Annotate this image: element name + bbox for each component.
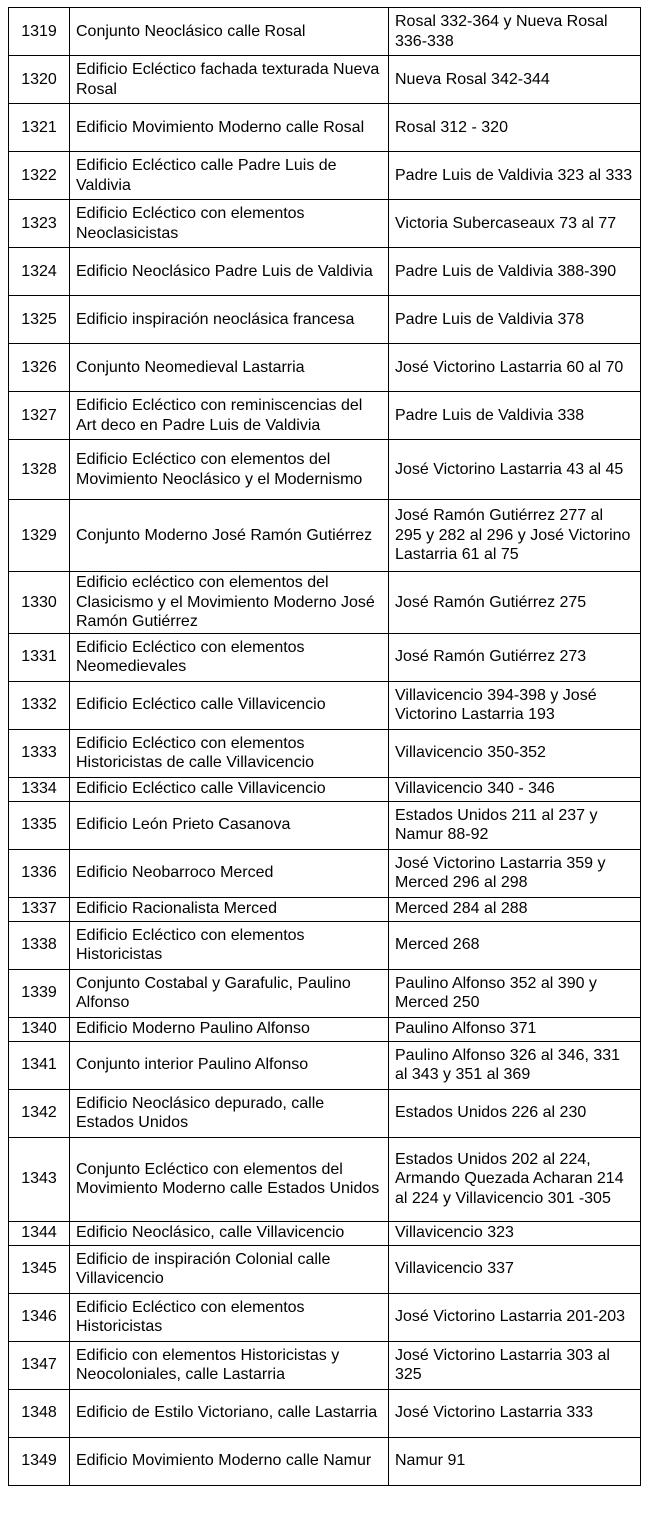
address-cell: Namur 91 (389, 1437, 641, 1485)
record-number-cell: 1335 (9, 801, 70, 849)
table-row (9, 921, 641, 969)
record-number-cell: 1339 (9, 969, 70, 1017)
building-name-cell: Edificio Ecléctico con reminiscencias del Art deco en Padre Luis de Valdivia (70, 392, 389, 440)
table-body (9, 8, 641, 1486)
record-number-cell: 1327 (9, 392, 70, 440)
address-cell: Paulino Alfonso 352 al 390 y Merced 250 (389, 969, 641, 1017)
address-cell: José Victorino Lastarria 333 (389, 1389, 641, 1437)
address-cell: Merced 284 al 288 (389, 897, 641, 921)
record-number-cell: 1323 (9, 200, 70, 248)
record-number-cell: 1346 (9, 1293, 70, 1341)
table-row (9, 200, 641, 248)
record-number-cell: 1322 (9, 152, 70, 200)
record-number-cell: 1324 (9, 248, 70, 296)
building-name-cell: Edificio de inspiración Colonial calle Villavicencio (70, 1245, 389, 1293)
table-row (9, 152, 641, 200)
building-name-cell: Edificio Ecléctico calle Villavicencio (70, 777, 389, 801)
building-name-cell: Edificio Neoclásico Padre Luis de Valdivia (70, 248, 389, 296)
table-row (9, 633, 641, 681)
table-row (9, 1341, 641, 1389)
address-cell: Rosal 332-364 y Nueva Rosal 336-338 (389, 8, 641, 56)
address-cell: José Victorino Lastarria 43 al 45 (389, 440, 641, 500)
table-row (9, 969, 641, 1017)
building-name-cell: Edificio Ecléctico con elementos del Movimiento Neoclásico y el Modernismo (70, 440, 389, 500)
address-cell: José Victorino Lastarria 201-203 (389, 1293, 641, 1341)
record-number-cell: 1344 (9, 1221, 70, 1245)
building-name-cell: Conjunto Neoclásico calle Rosal (70, 8, 389, 56)
address-cell: Padre Luis de Valdivia 338 (389, 392, 641, 440)
building-name-cell: Edificio Racionalista Merced (70, 897, 389, 921)
address-cell: Nueva Rosal 342-344 (389, 56, 641, 104)
record-number-cell: 1347 (9, 1341, 70, 1389)
address-cell: Paulino Alfonso 326 al 346, 331 al 343 y 351 al 369 (389, 1041, 641, 1089)
table-row (9, 1041, 641, 1089)
building-name-cell: Edificio León Prieto Casanova (70, 801, 389, 849)
address-cell: José Ramón Gutiérrez 273 (389, 633, 641, 681)
building-name-cell: Edificio Ecléctico con elementos Historicistas (70, 921, 389, 969)
address-cell: José Ramón Gutiérrez 277 al 295 y 282 al 296 y José Victorino Lastarria 61 al 75 (389, 500, 641, 572)
address-cell: Padre Luis de Valdivia 323 al 333 (389, 152, 641, 200)
table-row (9, 681, 641, 729)
building-name-cell: Edificio Moderno Paulino Alfonso (70, 1017, 389, 1041)
record-number-cell: 1319 (9, 8, 70, 56)
heritage-table (8, 7, 641, 1486)
table-row (9, 344, 641, 392)
address-cell: Villavicencio 323 (389, 1221, 641, 1245)
record-number-cell: 1321 (9, 104, 70, 152)
address-cell: José Victorino Lastarria 303 al 325 (389, 1341, 641, 1389)
record-number-cell: 1328 (9, 440, 70, 500)
record-number-cell: 1331 (9, 633, 70, 681)
building-name-cell: Conjunto Moderno José Ramón Gutiérrez (70, 500, 389, 572)
table-row (9, 392, 641, 440)
address-cell: Padre Luis de Valdivia 378 (389, 296, 641, 344)
record-number-cell: 1341 (9, 1041, 70, 1089)
record-number-cell: 1345 (9, 1245, 70, 1293)
record-number-cell: 1326 (9, 344, 70, 392)
building-name-cell: Edificio Neoclásico, calle Villavicencio (70, 1221, 389, 1245)
address-cell: Paulino Alfonso 371 (389, 1017, 641, 1041)
table-row (9, 777, 641, 801)
record-number-cell: 1349 (9, 1437, 70, 1485)
table-row (9, 572, 641, 634)
building-name-cell: Conjunto Neomedieval Lastarria (70, 344, 389, 392)
address-cell: Villavicencio 337 (389, 1245, 641, 1293)
building-name-cell: Edificio ecléctico con elementos del Clasicismo y el Movimiento Moderno José Ramón Gutiérrez (70, 572, 389, 634)
table-row (9, 729, 641, 777)
table-row (9, 1389, 641, 1437)
building-name-cell: Conjunto interior Paulino Alfonso (70, 1041, 389, 1089)
table-row (9, 1089, 641, 1137)
table-row (9, 104, 641, 152)
building-name-cell: Edificio Ecléctico con elementos Neoclasicistas (70, 200, 389, 248)
record-number-cell: 1348 (9, 1389, 70, 1437)
table-row (9, 849, 641, 897)
table-row (9, 897, 641, 921)
table-row (9, 440, 641, 500)
record-number-cell: 1342 (9, 1089, 70, 1137)
building-name-cell: Edificio Movimiento Moderno calle Rosal (70, 104, 389, 152)
record-number-cell: 1330 (9, 572, 70, 634)
record-number-cell: 1336 (9, 849, 70, 897)
address-cell: José Victorino Lastarria 359 y Merced 296 al 298 (389, 849, 641, 897)
building-name-cell: Edificio Ecléctico calle Villavicencio (70, 681, 389, 729)
table-row (9, 1245, 641, 1293)
building-name-cell: Edificio Ecléctico con elementos Historicistas (70, 1293, 389, 1341)
record-number-cell: 1332 (9, 681, 70, 729)
record-number-cell: 1329 (9, 500, 70, 572)
table-row (9, 500, 641, 572)
table-row (9, 1293, 641, 1341)
table-row (9, 1437, 641, 1485)
address-cell: Villavicencio 340 - 346 (389, 777, 641, 801)
address-cell: Villavicencio 350-352 (389, 729, 641, 777)
record-number-cell: 1337 (9, 897, 70, 921)
building-name-cell: Edificio Neobarroco Merced (70, 849, 389, 897)
building-name-cell: Edificio Ecléctico con elementos Neomedievales (70, 633, 389, 681)
table-row (9, 8, 641, 56)
table-row (9, 1137, 641, 1221)
record-number-cell: 1343 (9, 1137, 70, 1221)
building-name-cell: Edificio de Estilo Victoriano, calle Lastarria (70, 1389, 389, 1437)
address-cell: Victoria Subercaseaux 73 al 77 (389, 200, 641, 248)
building-name-cell: Edificio Ecléctico fachada texturada Nueva Rosal (70, 56, 389, 104)
record-number-cell: 1338 (9, 921, 70, 969)
building-name-cell: Edificio Ecléctico calle Padre Luis de Valdivia (70, 152, 389, 200)
building-name-cell: Edificio con elementos Historicistas y Neocoloniales, calle Lastarria (70, 1341, 389, 1389)
building-name-cell: Conjunto Ecléctico con elementos del Movimiento Moderno calle Estados Unidos (70, 1137, 389, 1221)
building-name-cell: Edificio Neoclásico depurado, calle Estados Unidos (70, 1089, 389, 1137)
address-cell: Estados Unidos 211 al 237 y Namur 88-92 (389, 801, 641, 849)
building-name-cell: Edificio Ecléctico con elementos Historicistas de calle Villavicencio (70, 729, 389, 777)
address-cell: Rosal 312 - 320 (389, 104, 641, 152)
address-cell: José Victorino Lastarria 60 al 70 (389, 344, 641, 392)
record-number-cell: 1320 (9, 56, 70, 104)
address-cell: Padre Luis de Valdivia 388-390 (389, 248, 641, 296)
address-cell: Merced 268 (389, 921, 641, 969)
table-row (9, 1221, 641, 1245)
table-row (9, 56, 641, 104)
table-row (9, 801, 641, 849)
record-number-cell: 1325 (9, 296, 70, 344)
building-name-cell: Edificio inspiración neoclásica francesa (70, 296, 389, 344)
table-row (9, 248, 641, 296)
record-number-cell: 1334 (9, 777, 70, 801)
address-cell: José Ramón Gutiérrez 275 (389, 572, 641, 634)
address-cell: Estados Unidos 202 al 224, Armando Quezada Acharan 214 al 224 y Villavicencio 301 -305 (389, 1137, 641, 1221)
record-number-cell: 1340 (9, 1017, 70, 1041)
address-cell: Villavicencio 394-398 y José Victorino Lastarria 193 (389, 681, 641, 729)
table-row (9, 1017, 641, 1041)
table-row (9, 296, 641, 344)
building-name-cell: Conjunto Costabal y Garafulic, Paulino Alfonso (70, 969, 389, 1017)
building-name-cell: Edificio Movimiento Moderno calle Namur (70, 1437, 389, 1485)
address-cell: Estados Unidos 226 al 230 (389, 1089, 641, 1137)
record-number-cell: 1333 (9, 729, 70, 777)
